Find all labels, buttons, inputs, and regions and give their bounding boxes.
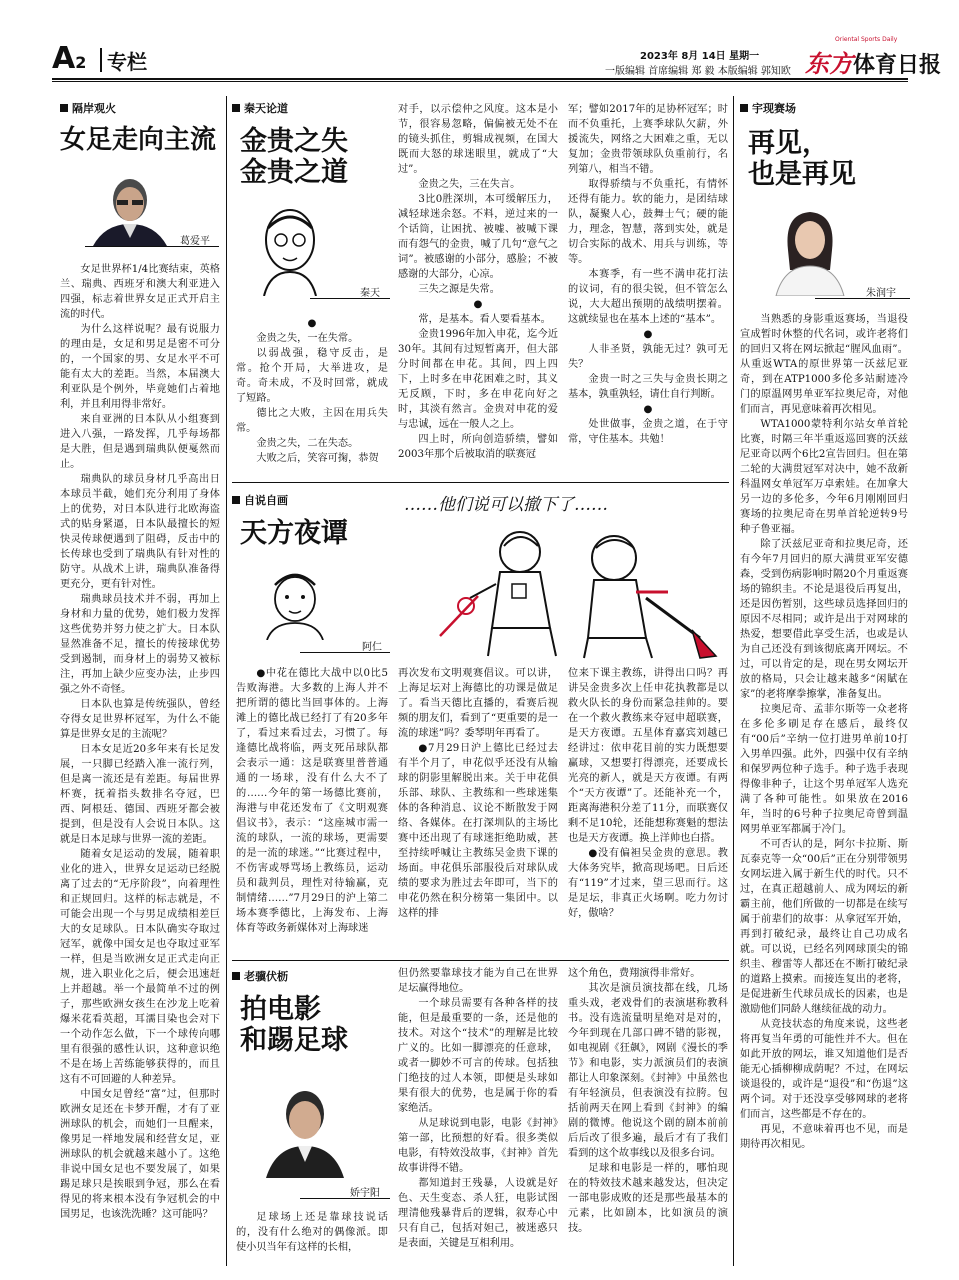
logo-black-text: 体育日报 bbox=[853, 53, 942, 78]
paragraph: 对手，以示偿仲之风度。这本是小节，很容易忽略，偏偏被无处不在的镜头抓住，剪辑成视频，在国大既而大怒的球迷眼里，就成了“大过”。 bbox=[398, 104, 558, 175]
paragraph: 金贵之失，三在失言。 bbox=[418, 179, 521, 190]
page-number-digit: 2 bbox=[75, 53, 87, 72]
paragraph: 除了沃兹尼亚奇和拉奥尼奇，还有今年7月回归的原大满贯亚军安德森，受到伤病影响时隔20个月重返赛场的锦织圭。不论是退役后再复出，还是因伤暂别，这些球员选择回归的原因不尽相同；或许是出于对网球的热爱，想要借此享受生活，也或是认为自己还没有到该彻底离开网坛。不过，可以肯定的是，现在男女网坛开放的格局，只会让越来越多“闲賦在家”的老将摩拳擦掌，准备复出。 bbox=[740, 539, 908, 700]
paragraph: 随着女足运动的发展，随着职业化的进入，世界女足运动已经脱离了过去的“无序阶段”，向着理性和正规回归。这样的标志就是，不可能会出现一个与男足成绩相差巨大的女足球队。日本队确实夺取过冠军，就像中国女足也夺取过亚军一样，但是当欧洲女足正式走向正规，进入职业化之后，便会迅速赶上并超越。举一个最简单不过的例子，那些欧洲女孩生在沙龙上吃着爆米花看英超，耳濡目染也会对下一个动作怎么做，下一个球传向哪里有很强的感性认识，这种意识绝不是在场上苦练能够获得的，而且这有不可回避的人种差异。 bbox=[60, 849, 220, 1085]
separator-dot: ● bbox=[473, 299, 483, 310]
paragraph: 拉奥尼奇、孟菲尔斯等一众老将在多伦多刷足存在感后，最终仅有“00后”辛纳一位打进男单前10打入男单四强。此外，四强中仅有辛纳和保罗两位种子选手。种子选手表现得像非种子，让这个男单冠军人选充满了各种可能性。如果放在2016年，当时的6号种子拉奥尼奇曾到温网男单亚军都属于冷门。 bbox=[740, 704, 908, 835]
paragraph: 不可否认的是，阿尔卡拉斯、斯瓦泰克等一众“00后”正在分别带领男女网坛进入属于新生代的时代。只不过，在真正超越前人、成为网坛的新霸主前，他们所做的一切都是在续写属于前辈们的故事：从拿冠军开始，再到打破纪录，最终让自己功成名就。可以说，已经名列网球顶尖的锦织圭、穆雷等人都还在不断打破纪录的道路上摸索。而接连复出的老将，是促进新生代球员成长的因素，也是激励他们同龄人继续征战的动力。 bbox=[740, 839, 908, 1015]
column-tag: 自说自画 bbox=[232, 492, 288, 508]
author-name: 葛爱平 bbox=[180, 236, 210, 247]
paragraph: 金贵一时之三失与金贵长期之基本，孰重孰轻，请仕自行判断。 bbox=[568, 374, 728, 400]
headline-line: 金贵之道 bbox=[240, 157, 348, 189]
paragraph: 当熟悉的身影重返赛场，当退役宣成暂时休整的代名词，或许老将们的回归又将在网坛掀起“腥风血雨”。从重返WTA的原世界第一沃兹尼亚奇，到在ATP1000多伦多站耐迹冷门的原温网男单亚军拉奥尼奇，对他们而言，再见意味着再次相见。 bbox=[740, 314, 908, 415]
cartoon-caption: ……他们说可以撤下了…… bbox=[404, 495, 608, 515]
author-photo bbox=[85, 168, 175, 246]
paragraph: 瑞典队的球员身材几乎高出日本球员半截，她们充分利用了身体上的优势，对日本队进行北欧海盗式的贴身紧逼，日本队最擅长的短快灵传球便遇到了阻碍，反击中的长传球也受到了瑞典队有针对性的防守。从战术上讲，瑞典队准备得更充分，更有针对性。 bbox=[60, 474, 220, 590]
author-name: 秦天 bbox=[360, 288, 380, 299]
article-headline bbox=[240, 126, 348, 188]
paragraph: 四上时，所向创造骄绩，譬如2003年那个后被取消的联赛冠 bbox=[398, 434, 558, 460]
logo-english: Oriental Sports Daily bbox=[835, 36, 898, 43]
article-body bbox=[60, 262, 220, 1242]
headline-line: 金贵之失 bbox=[240, 126, 348, 157]
paragraph: 本赛季，有一些不满申花打法的议词，有的很尖锐，但不管怎么说，大大超出预期的战绩明摆着。这就续显也在基本上述的“基本”。 bbox=[568, 269, 728, 325]
paragraph: 为什么这样说呢？最有说服力的理由是，女足和男足是密不可分的，一个国家的男、女足水平不可能有太大的差距。当然，本届澳大利亚队是个例外，毕竟她们占着地利，并且利用得非常好。 bbox=[60, 324, 220, 410]
article-headline: 天方夜谭 bbox=[240, 518, 348, 549]
article-body bbox=[398, 966, 558, 1266]
column-tag: 隔岸观火 bbox=[60, 100, 116, 116]
article-body bbox=[740, 312, 908, 1268]
paragraph: 金贵之失，一在失常。 bbox=[256, 333, 359, 344]
paragraph: 德比之大败，主因在用兵失常。 bbox=[236, 408, 388, 434]
article-body bbox=[398, 102, 558, 476]
author-photo bbox=[770, 200, 850, 296]
header-rule bbox=[52, 78, 908, 80]
paragraph: 3比0胜深圳，本可缓解压力，减轻球迷余怒。不料，逆过来的一个话筒，让困扰、被嘘、被喊下课而有怨气的金贵，喊了几句“意气之词”。被感谢的小部分，感脸；不被感谢的大部分，心凉。 bbox=[398, 194, 558, 280]
logo-red-text: 东方 bbox=[805, 50, 853, 78]
author-caricature bbox=[255, 565, 335, 640]
author-name: 娇宇阳 bbox=[350, 1188, 380, 1199]
paragraph: ●7月29日沪上德比已经过去有半个月了，申花似乎还没有从输球的阴影里解脱出来。关于申花俱乐部、球队、主教练和一些球迷集体的各种消息、议论不断散发于网络、各媒体。在打深圳队的主场比赛中还出现了有球迷拒绝助威，甚至持续呼喊让主教练吴金贵下课的场面。申花俱乐部服役后对球队成绩的要求为胜过去年即可，当下的申花仍然在积分榜第一集团中。以这样的排 bbox=[398, 743, 558, 919]
column-tag: 宇现赛场 bbox=[740, 100, 796, 116]
separator-dot: ● bbox=[643, 329, 653, 340]
newspaper-logo bbox=[805, 36, 942, 79]
paragraph: 日本女足近20多年来有长足发展，一只脚已经踏入准一流行列，但是离一流还是有差距。每届世界杯赛，抚着指头数排名夺冠，巴西、阿根廷、德国、西班牙都会被提到，但是没有人会说日本队。这就是日本足球与世界一流的差距。 bbox=[60, 744, 220, 845]
paragraph: 从足球说到电影，电影《封神》第一部，比预想的好看。很多类似电影，有特效没故事，《封神》首先故事讲得不错。 bbox=[398, 1118, 558, 1174]
paragraph: 常，是基本。看人要看基本。 bbox=[418, 314, 551, 325]
dateline: 2023年 8月 14日 星期一 bbox=[640, 51, 760, 62]
headline-line: 和踢足球 bbox=[240, 1025, 348, 1057]
paragraph: 这个角色，费翔演得非常好。 bbox=[568, 968, 701, 979]
author-name: 朱润宇 bbox=[866, 288, 896, 299]
paragraph: 都知道封王残暴，人设就是好色、天生变态、杀人狂，电影试图理清他残暴背后的逻辑，叙寿心中只有自己，包括对妲己，被迷惑只是表面，关键是互相利用。 bbox=[398, 1178, 558, 1249]
paragraph: 大败之后，笑容可掬，恭贺 bbox=[256, 453, 379, 464]
paragraph: 再见，不意味着再也不见，而是期待再次相见。 bbox=[740, 1124, 908, 1150]
paragraph: 取得骄绩与不负重托，有情怀还得有能力。软的能力，是团结球队，凝聚人心，鼓舞士气；硬的能力，理念，智慧，落到实处，就是切合实际的战术、用兵与训练，等等。 bbox=[568, 179, 728, 265]
article-body bbox=[568, 666, 728, 956]
paragraph: 金贵之失，二在失态。 bbox=[256, 438, 359, 449]
author-caricature bbox=[250, 200, 330, 296]
page-letter: A bbox=[52, 41, 76, 76]
paragraph: 金贵1996年加入申花，迄今近30年。其间有过短暂离开，但大部分时间都在申花。其间，四上四下，上时多在申花困难之时，其义无反顾，下时，多在申花向好之时，其淡有然言。金贵对申花的爱与忠诚，远在一般人之上。 bbox=[398, 329, 558, 430]
article-headline bbox=[240, 994, 348, 1056]
paragraph: 女足世界杯1/4比赛结束，英格兰、瑞典、西班牙和澳大利亚进入四强，标志着世界女足正式开启主流的时代。 bbox=[60, 264, 220, 320]
paragraph: 处世做事，金贵之道，在于守常，守住基本。共勉！ bbox=[568, 419, 728, 445]
article-headline: 女足走向主流 bbox=[60, 125, 217, 155]
paragraph: 位来下课主教练，讲得出口吗？再讲吴金贵多次上任申花执教都是以救火队长的身份而紧急挂帅的。要在一个救火教练来夺冠申超联赛，是天方夜谭。五星体育嘉宾刘越已经讲过：依申花目前的实力既想要赢球，又想要打得漂亮，还要成长光亮的新人，就是天方夜谭。有两个“天方夜谭”了。还能补充一个，距离海港积分差了11分，而联赛仅剩不足10轮，还能想称赛魁的想法也是天方夜谭。换上洋帅也白搭。 bbox=[568, 668, 728, 844]
paragraph: WTA1000蒙特利尔站女单首轮比赛，时隔三年半重返巡回赛的沃兹尼亚奇以两个6比2宣告回归。但在第二轮的大满贯冠军对决中，她不敌新科温网女单冠军万卓索娃。在加拿大另一边的多伦多，今年6月刚刚回归赛场的拉奥尼奇在男单首轮逆转9号种子鲁亚福。 bbox=[740, 419, 908, 535]
headline-line: 拍电影 bbox=[240, 994, 321, 1025]
author-name: 阿仁 bbox=[362, 642, 382, 653]
paragraph: 足球和电影是一样的，哪怕现在的特效技术越来越发达，但决定一部电影成败的还是那些最基本的元素，比如剧本，比如演员的演技。 bbox=[568, 1163, 728, 1234]
headline-line: 再见， bbox=[748, 128, 829, 159]
column-divider bbox=[733, 96, 734, 1266]
page-number bbox=[52, 41, 87, 78]
column-tag: 秦天论道 bbox=[232, 100, 288, 116]
paragraph: 从竞技状态的角度来说，这些老将再复当年勇的可能性并不大。但在如此开放的网坛，谁又知道他们是否能无心插柳柳成荫呢？不过，在网坛谈退役的，或许是“退役”和“伤退”这两个词。对于还没享受够网球的老将们而言，这些都是不存在的。 bbox=[740, 1019, 908, 1120]
column-tag: 老骥伏枥 bbox=[232, 968, 288, 984]
author-photo bbox=[262, 1078, 348, 1178]
separator-dot: ● bbox=[307, 318, 317, 329]
paragraph: 三失之源是失常。 bbox=[418, 284, 500, 295]
paragraph: 足球场上还是靠球技说话的，没有什么绝对的偶像派。即使小贝当年有这样的长相， bbox=[236, 1212, 388, 1253]
paragraph: 日本队也算是传统强队，曾经夺得女足世界杯冠军，为什么不能算是世界女足的主流呢？ bbox=[60, 699, 220, 740]
paragraph: 但仍然要靠球技才能为自己在世界足坛赢得地位。 bbox=[398, 968, 558, 994]
column-divider bbox=[226, 96, 227, 1266]
article-body bbox=[398, 666, 558, 956]
paragraph: 来自亚洲的日本队从小组赛到进入八强，一路发挥，几乎每场都是大胜，但是遇到瑞典队便戛然而止。 bbox=[60, 414, 220, 470]
section-title: 专栏 bbox=[107, 50, 147, 74]
header-rule-thin bbox=[52, 81, 908, 82]
paragraph: ●中花在德比大战中以0比5告败海港。大多数的上海人并不把所谓的德比当回事体的。上海滩上的德比战已经打了有20多年了，看过来看过去，习惯了。每逢德比战将临，两支死吊球队都会表示一通：这是联赛里普普通通的一场球，没有什么大不了的……今年的第一场德比赛前，海港与申花还发布了《文明观赛倡议书》，表示：“这座城市需一流的球队，一流的球场，更需要的是一流的球迷。”“比赛过程中，不伤害或辱骂场上教练员，运动员和裁判员，理性对待输赢，克制情绪……”7月29日的沪上第二场本赛季德比，上海发布、上海体育等政务新媒体对上海球迷 bbox=[236, 668, 388, 934]
paragraph: 其次是演员演技都在线，几场重头戏，老戏骨们的表演堪称教科书。没有选流量明星绝对是对的，今年到现在几部口碑不错的影视，如电视剧《狂飙》，网剧《漫长的季节》和电影，实力派演员们的表演都让人印象深刻。《封神》中虽然也有年轻演员，但表演没有拉胯。包括前两天在网上看到《封神》的编剧的微博。他说这个剧的剧本前前后后改了很多遍，最后才有了我们看到的这个故事线以及很多台词。 bbox=[568, 983, 728, 1159]
editors-line: 一版编辑 首席编辑 郑 毅 本版编辑 郭知欧 bbox=[605, 66, 791, 77]
paragraph: 以弱战强，稳守反击，是常。抢个开局，大举进攻，是奇。奇未成，不及时回常，就成了短路。 bbox=[236, 348, 388, 404]
section-divider bbox=[232, 960, 729, 961]
paragraph: 再次发布文明观赛倡议。可以讲，上海足坛对上海德比的功课是做足了。看当天德比直播的，看赛后视频的朋友们，看到了“更重要的是一流的球迷”吗？委琴明年再看了。 bbox=[398, 668, 558, 739]
section-divider bbox=[232, 482, 729, 483]
article-body bbox=[236, 316, 388, 476]
separator-dot: ● bbox=[643, 404, 653, 415]
paragraph: 中国女足曾经“富”过，但那时欧洲女足还在卡梦开醒，才有了亚洲球队的机会，而她们一旦醒来，像男足一样地发展和经营女足，亚洲球队的机会就越来越小了。这绝非说中国女足也不要发展了，如果踢足球只是挨眼到争冠，那么在看得见的将来根本没有争冠机会的中国男足，也该洗洗睡？这可能吗？ bbox=[60, 1089, 220, 1220]
paragraph: 军；譬如2017年的足协杯冠军；时而不负重托，上赛季球队欠薪，外援流失，网络之大困难之重，无以复加；金贵带领球队负重前行，名列第八，相当不错。 bbox=[568, 104, 728, 175]
headline-line: 也是再见 bbox=[748, 159, 856, 191]
header-separator bbox=[100, 48, 102, 72]
paragraph: ●没有偏袒吴金贵的意思。教大体务究毕，掀高现场吧。日后还有“119”才过来，望三思而行。这是足坛，非真正火场啊。吃力勿讨好，傲啥？ bbox=[568, 848, 728, 919]
editorial-cartoon bbox=[400, 488, 728, 660]
article-body bbox=[568, 102, 728, 476]
paragraph: 瑞典球员技术并不弱，再加上身材和力量的优势，她们极力发挥这些优势并努力使之扩大。日本队显然准备不足，擅长的传接球优势受到遏制，而身材上的弱势又被标注，再加上缺少应变办法，止步四强之外不奇怪。 bbox=[60, 594, 220, 695]
article-body bbox=[568, 966, 728, 1266]
article-headline bbox=[748, 128, 856, 190]
article-body bbox=[236, 666, 388, 956]
paragraph: 人非圣贤，孰能无过？孰可无失？ bbox=[568, 344, 728, 370]
paragraph: 一个球员需要有各种各样的技能，但是最重要的一条，还是他的技术。对这个“技术”的理解是比较广义的。比如一脚漂亮的任意球，或者一脚妙不可言的传球。包括独门绝技的过人本领，即便是头球如果有很大的优势，也是属于你的看家绝活。 bbox=[398, 998, 558, 1114]
article-body bbox=[236, 1210, 388, 1266]
